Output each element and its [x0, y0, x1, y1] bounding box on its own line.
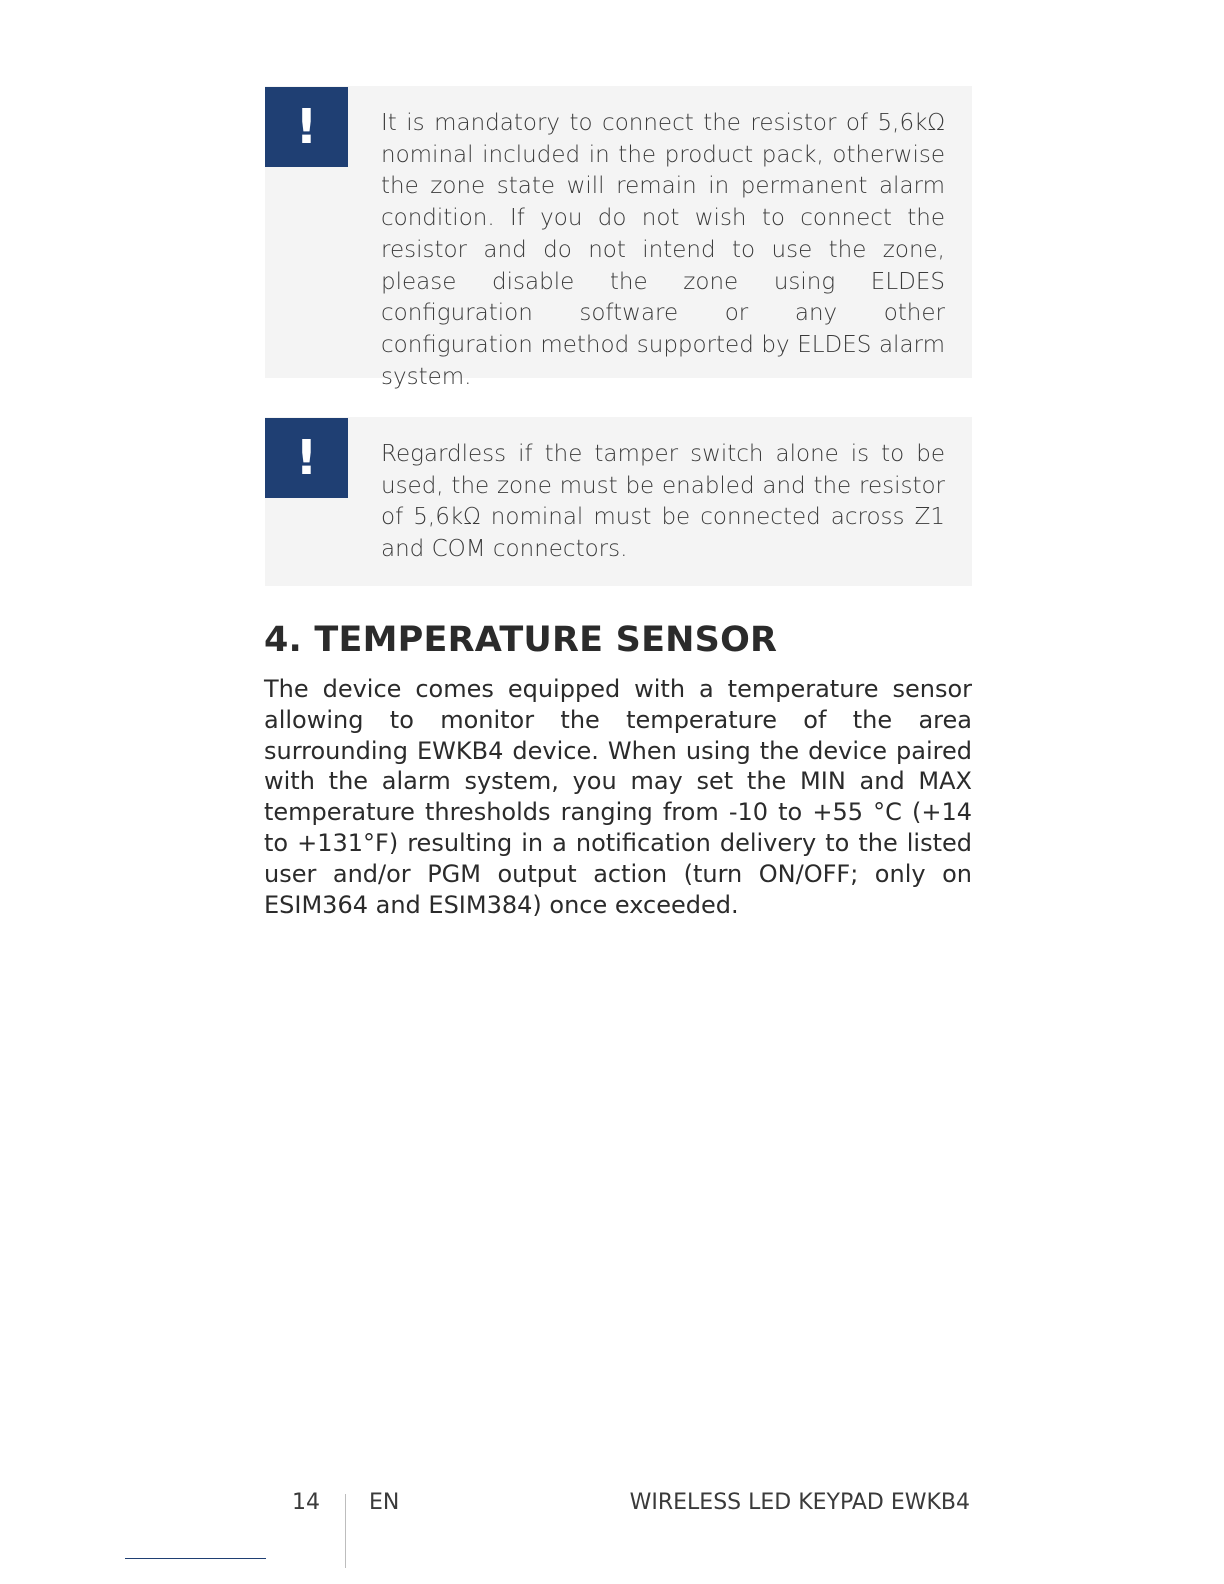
section-body: The device comes equipped with a temperature sensor allowing to monitor the temperature of the area surrounding EWKB4 device. When using the device paired with the alarm system, you may set the MIN and MAX temperature thresholds ranging from -10 to +55 °C (+14 to +131°F) resulting in a notification delivery to the listed user and/or PGM output action (turn ON/OFF; only on ESIM364 and ESIM384) once exceeded. [264, 675, 972, 919]
language-label: EN [369, 1490, 400, 1515]
section-heading: 4. TEMPERATURE SENSOR [264, 620, 778, 660]
notice-box-resistor [265, 86, 972, 390]
footer-rule [125, 1558, 266, 1559]
document-title: WIRELESS LED KEYPAD EWKB4 [629, 1490, 970, 1515]
exclamation-icon: ! [265, 87, 348, 167]
notice-text: Regardless if the tamper switch alone is to be used, the zone must be enabled and the resistor of 5,6kΩ nominal must be connected across Z1 and COM connectors. [381, 441, 945, 563]
notice-text: It is mandatory to connect the resistor of 5,6kΩ nominal included in the product pack, otherwise the zone state will remain in permanent alarm condition. If you do not wish to connect the resistor and do not intend to use the zone, please disable the zone using ELDES configuration software or any other configuration method supported by ELDES alarm system. [381, 110, 945, 390]
exclamation-icon: ! [265, 418, 348, 498]
page-number: 14 [292, 1490, 320, 1515]
notice-box-tamper [265, 417, 972, 586]
footer-divider [345, 1494, 346, 1568]
